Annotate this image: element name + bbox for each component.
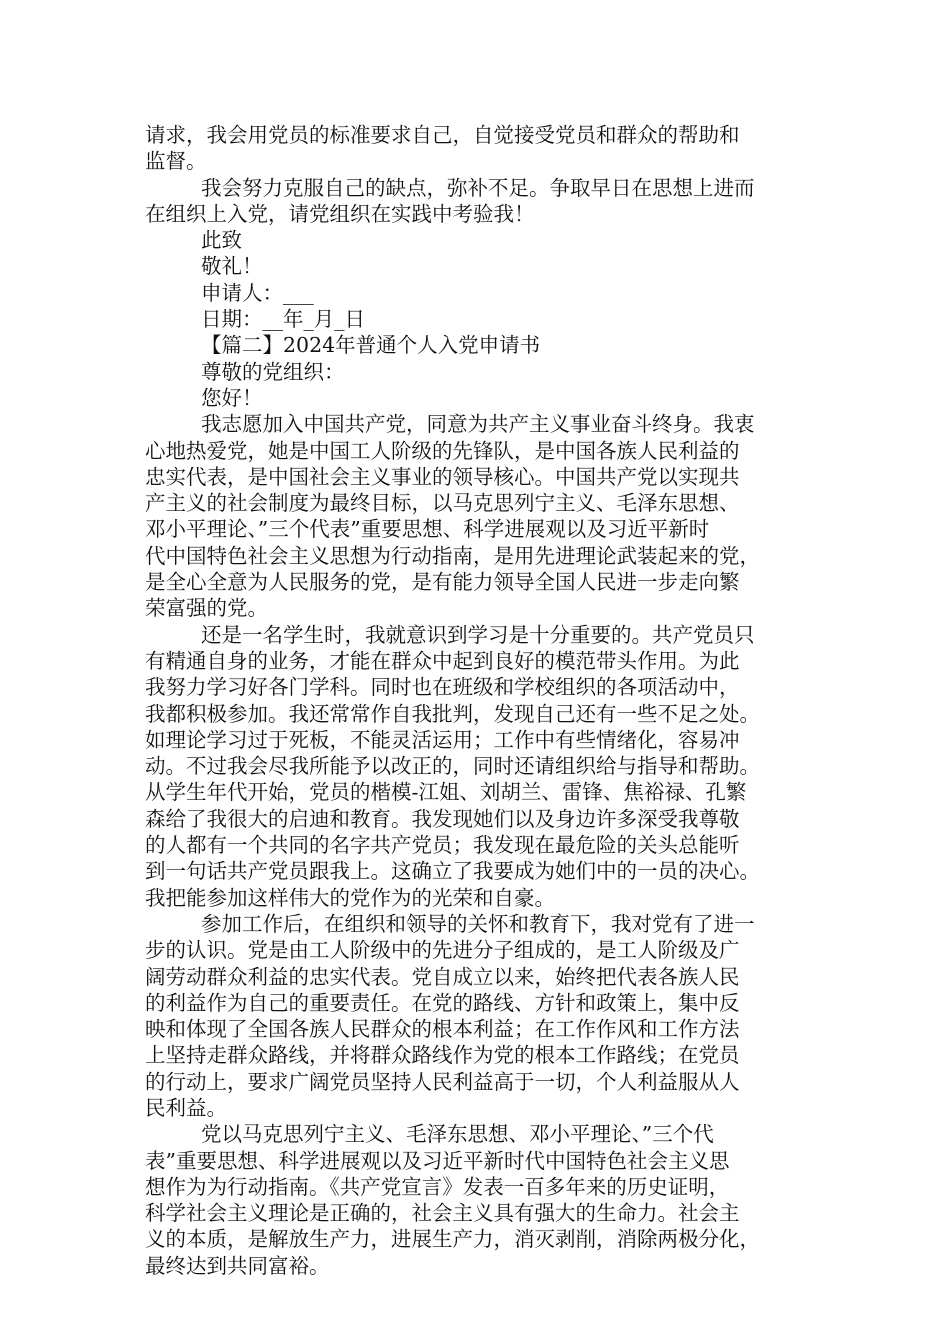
closing-regards: 敬礼！ [201,254,263,279]
text-line: 最终达到共同富裕。 [145,1253,330,1278]
text-line: 请求，我会用党员的标准要求自己，自觉接受党员和群众的帮助和 [145,123,740,147]
salutation: 尊敬的党组织： [201,359,345,384]
text-line: 步的认识。党是由工人阶级中的先进分子组成的，是工人阶级及广 [145,938,740,963]
text-line: 从学生年代开始，党员的楷模-江姐、刘胡兰、雷锋、焦裕禄、孔繁 [145,780,747,805]
greeting: 您好！ [201,385,263,410]
applicant-signature: 申请人：___ [201,280,314,305]
document-page [145,122,815,1279]
text-line: 的利益作为自己的重要责任。在党的路线、方针和政策上，集中反 [145,990,740,1015]
text-line: 表”重要思想、科学进展观以及习近平新时代中国特色社会主义思 [145,1148,730,1173]
text-line: 代中国特色社会主义思想为行动指南，是用先进理论武装起来的党， [145,543,760,568]
text-line: 上坚持走群众路线，并将群众路线作为党的根本工作路线；在党员 [145,1043,740,1068]
paragraph-start: 我志愿加入中国共产党，同意为共产主义事业奋斗终身。我衷 [201,412,755,437]
paragraph-start: 党以马克思列宁主义、毛泽东思想、邓小平理论、”三个代 [201,1122,714,1147]
closing-salutation: 此致 [201,228,242,253]
text-line: 义的本质，是解放生产力，进展生产力，消灭剥削，消除两极分化， [145,1227,760,1252]
text-line: 荣富强的党。 [145,596,268,621]
text-line: 如理论学习过于死板，不能灵活运用；工作中有些情绪化，容易冲 [145,727,740,752]
text-line: 森给了我很大的启迪和教育。我发现她们以及身边许多深受我尊敬 [145,806,740,831]
text-line: 产主义的社会制度为最终目标，以马克思列宁主义、毛泽东思想、 [145,491,740,516]
text-line: 邓小平理论、”三个代表”重要思想、科学进展观以及习近平新时 [145,517,710,542]
text-line: 想作为为行动指南。《共产党宣言》发表一百多年来的历史证明， [145,1174,730,1199]
text-line: 忠实代表，是中国社会主义事业的领导核心。中国共产党以实现共 [145,464,740,489]
text-line: 我把能参加这样伟大的党作为的光荣和自豪。 [145,885,555,910]
paragraph-start: 还是一名学生时，我就意识到学习是十分重要的。共产党员只 [201,622,755,647]
section-title: 【篇二】2024年普通个人入党申请书 [201,333,541,358]
text-line: 到一句话共产党员跟我上。这确立了我要成为她们中的一员的决心。 [145,859,760,884]
text-line: 的人都有一个共同的名字共产党员；我发现在最危险的关头总能听 [145,833,740,858]
text-line: 在组织上入党，请党组织在实践中考验我！ [145,201,535,226]
text-line: 有精通自身的业务，才能在群众中起到良好的模范带头作用。为此 [145,648,740,673]
text-line: 我努力学习好各门学科。同时也在班级和学校组织的各项活动中， [145,675,740,700]
text-line: 是全心全意为人民服务的党，是有能力领导全国人民进一步走向繁 [145,570,740,595]
paragraph-start: 我会努力克服自己的缺点，弥补不足。争取早日在思想上进而 [201,175,755,200]
text-line: 心地热爱党，她是中国工人阶级的先锋队，是中国各族人民利益的 [145,438,740,463]
text-line: 民利益。 [145,1095,227,1120]
text-line: 我都积极参加。我还常常作自我批判，发现自己还有一些不足之处。 [145,701,760,726]
paragraph-start: 参加工作后，在组织和领导的关怀和教育下，我对党有了进一 [201,911,755,936]
text-line: 的行动上，要求广阔党员坚持人民利益高于一切，个人利益服从人 [145,1069,740,1094]
text-line: 监督。 [145,149,207,174]
text-line: 映和体现了全国各族人民群众的根本利益；在工作作风和工作方法 [145,1017,740,1042]
text-line: 动。不过我会尽我所能予以改正的，同时还请组织给与指导和帮助。 [145,754,760,779]
text-line: 科学社会主义理论是正确的，社会主义具有强大的生命力。社会主 [145,1201,740,1226]
date-line: 日期：__年_月_日 [201,307,365,332]
text-line: 阔劳动群众利益的忠实代表。党自成立以来，始终把代表各族人民 [145,964,740,989]
